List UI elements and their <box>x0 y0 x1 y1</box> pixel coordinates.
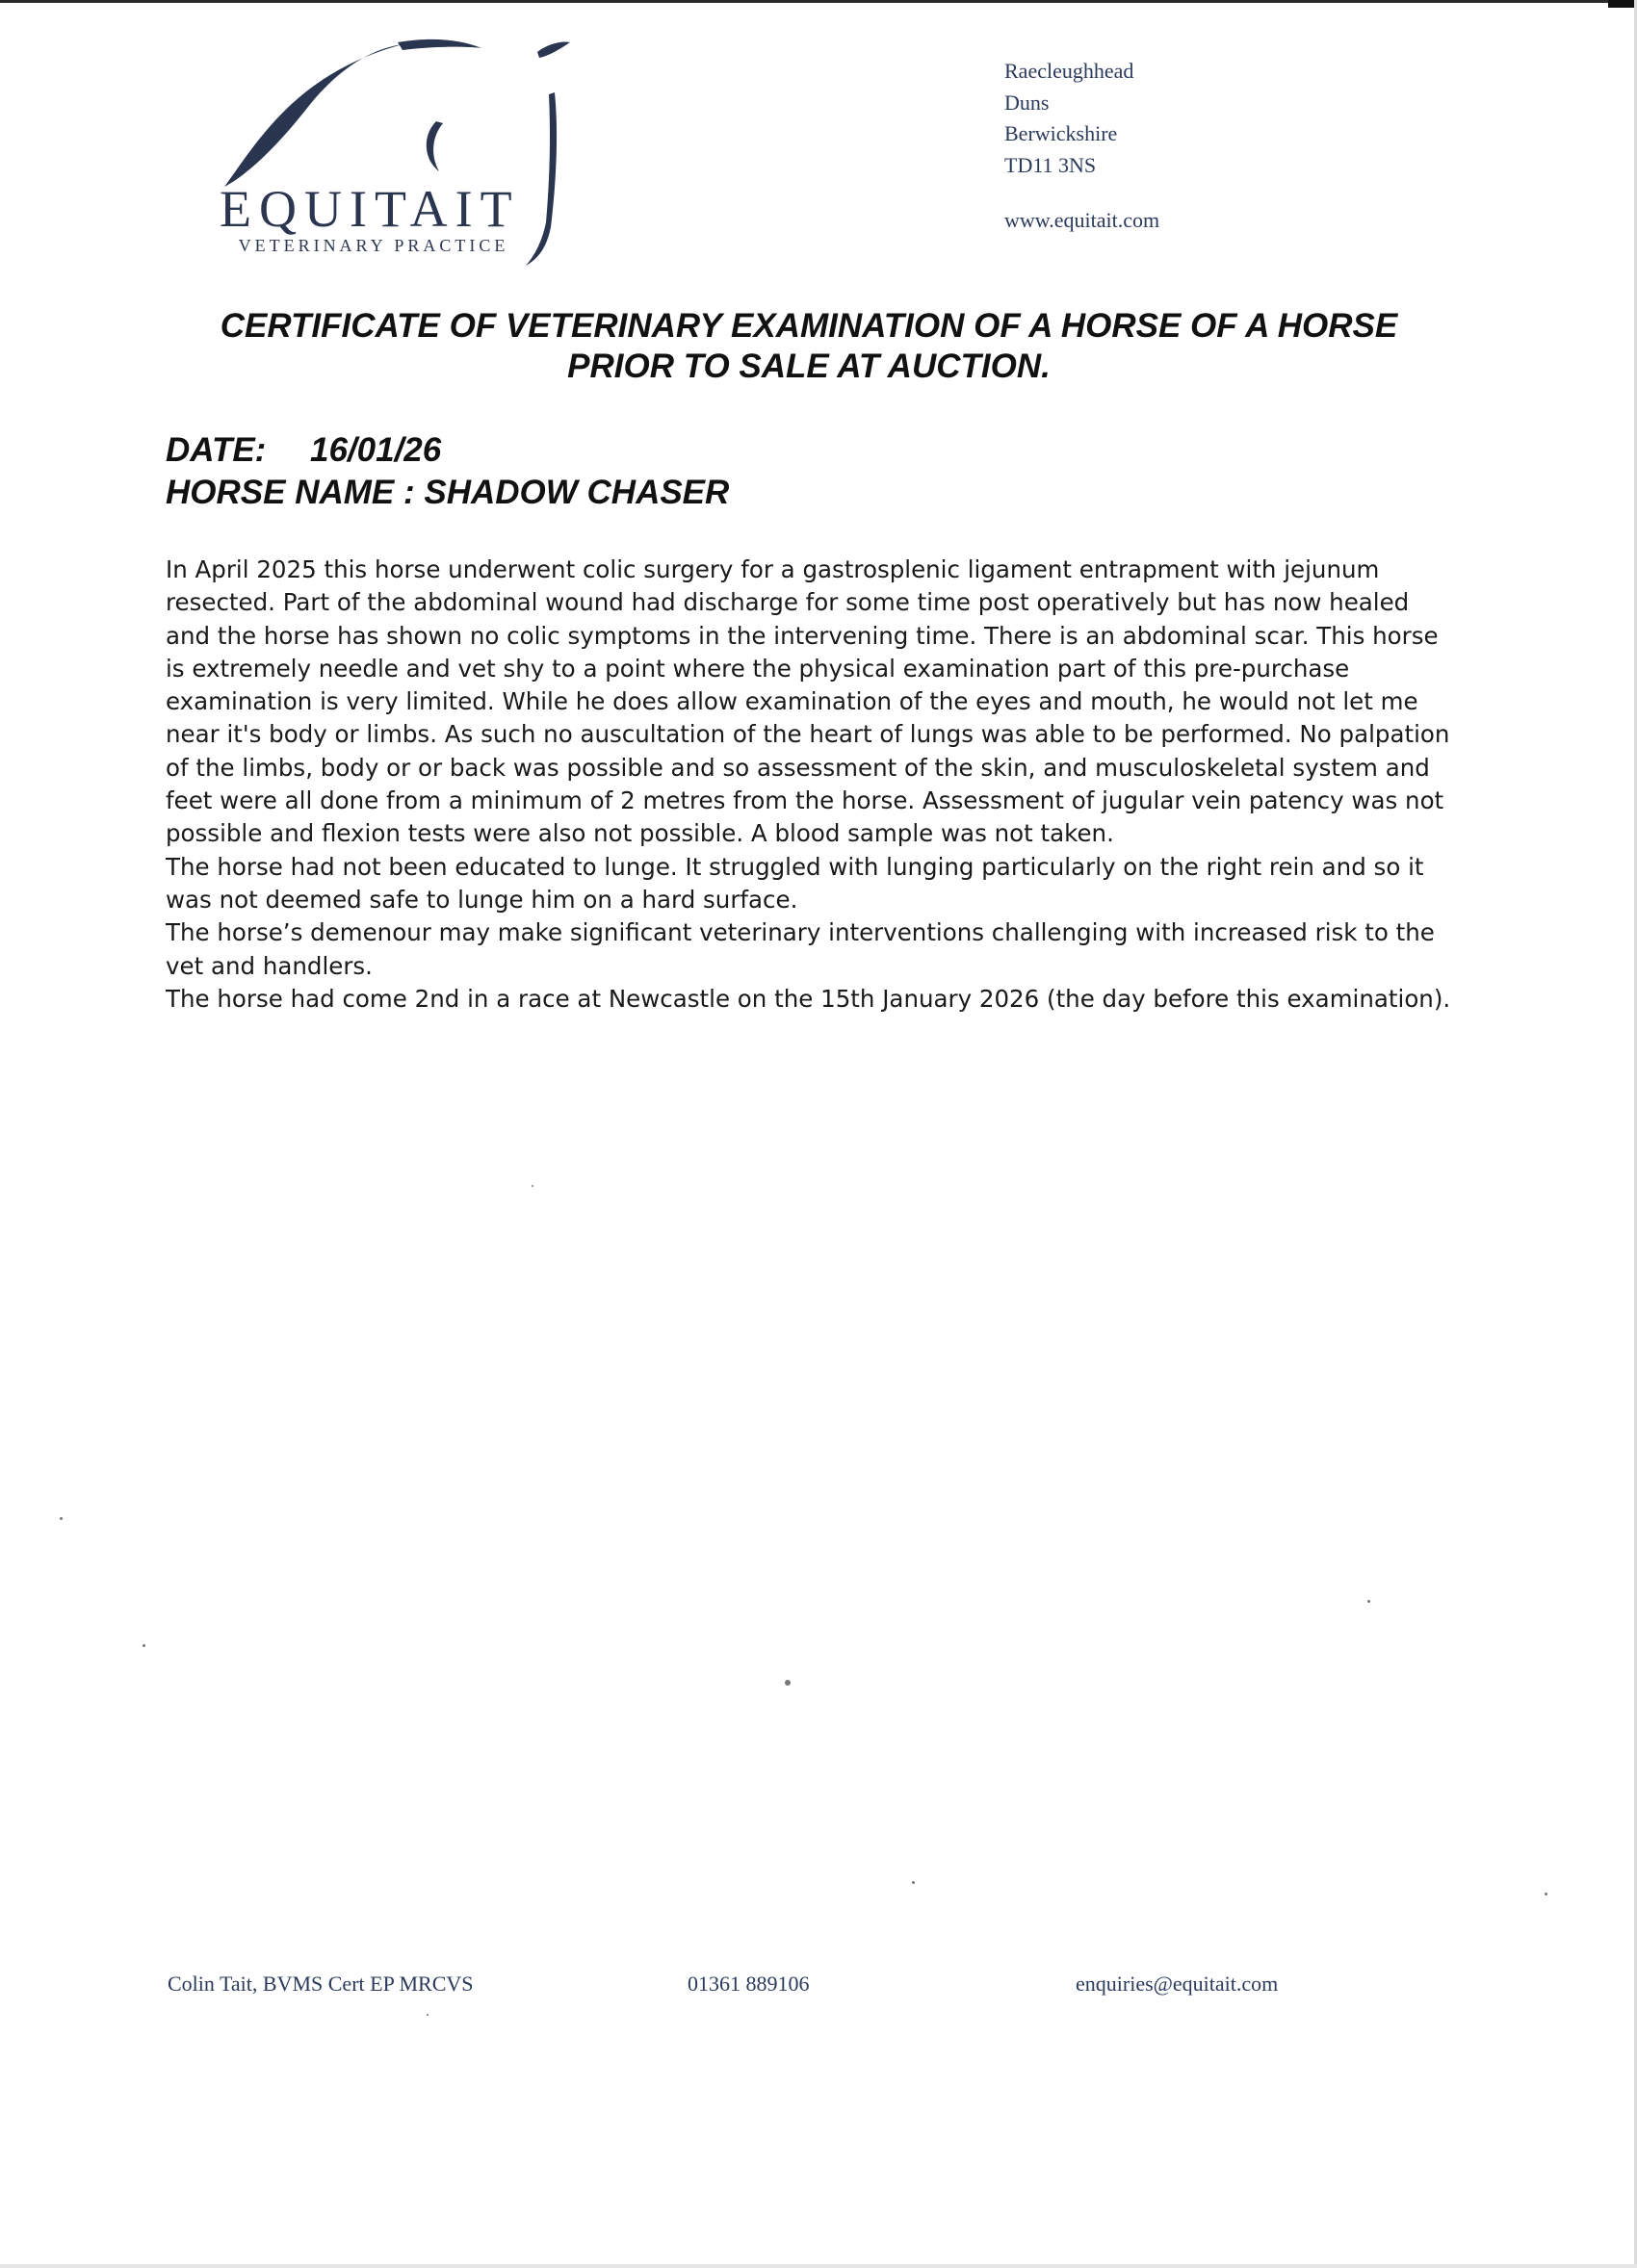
address-line: Berwickshire <box>1004 121 1118 145</box>
scan-speck <box>1367 1600 1370 1603</box>
address-line: TD11 3NS <box>1004 152 1097 177</box>
findings-paragraph: The horse had not been educated to lunge. It struggled with lunging particularly on the right rein and so it was not deemed safe to lunge him on a hard surface. <box>166 852 1424 914</box>
date-value: 16/01/26 <box>310 431 442 469</box>
horse-name-value: SHADOW CHASER <box>424 474 730 511</box>
findings-paragraph: The horse had come 2nd in a race at Newcastle on the 15th January 2026 (the day before this examination). <box>166 984 1451 1013</box>
scan-speck <box>1545 1893 1547 1895</box>
practice-address <box>1004 56 1159 237</box>
vet-name: Colin Tait, BVMS Cert EP MRCVS <box>168 1972 474 1996</box>
scan-edge-top <box>0 0 1637 3</box>
practice-email[interactable]: enquiries@equitait.com <box>1076 1972 1279 1996</box>
horse-name-row <box>166 472 729 514</box>
date-label: DATE: <box>166 431 267 469</box>
scan-speck <box>532 1185 533 1187</box>
certificate-title <box>116 306 1502 387</box>
findings-paragraph: The horse’s demenour may make significant veterinary interventions challenging with increased risk to the vet and handlers. <box>166 918 1435 980</box>
scan-speck <box>912 1881 915 1884</box>
date-row <box>166 429 729 472</box>
practice-name: EQUITAIT <box>220 180 520 238</box>
scan-speck <box>60 1517 63 1520</box>
practice-logo <box>220 35 585 266</box>
address-line: Raecleughhead <box>1004 59 1134 83</box>
practice-phone[interactable]: 01361 889106 <box>688 1972 810 1996</box>
horse-name-label: HORSE NAME : <box>166 474 415 511</box>
findings-paragraph: In April 2025 this horse underwent colic surgery for a gastrosplenic ligament entrapment with jejunum resected. Part of the abdominal wound had discharge for some time post operatively but has now healed and the horse has shown no colic symptoms in the intervening time. There is an abdominal scar. This horse is extremely needle and vet shy to a point where the physical examination part of this pre-purchase examination is very limited. While he does allow examination of the eyes and mouth, he would not let me near it's body or limbs. As such no auscultation of the heart of lungs was able to be performed. No palpation of the limbs, body or or back was possible and so assessment of the skin, and musculoskeletal system and feet were all done from a minimum of 2 metres from the horse. Assessment of jugular vein patency was not possible and flexion tests were also not possible. A blood sample was not taken. <box>166 555 1450 848</box>
scan-edge-bottom <box>0 2264 1637 2268</box>
website-link[interactable]: www.equitait.com <box>1004 208 1160 232</box>
address-line: Duns <box>1004 90 1050 115</box>
examination-details <box>166 429 729 514</box>
title-line-1: CERTIFICATE OF VETERINARY EXAMINATION OF A HORSE OF A HORSE <box>220 307 1398 345</box>
scan-speck <box>427 2014 429 2016</box>
scan-edge-corner <box>1608 0 1637 8</box>
scan-speck <box>785 1680 791 1686</box>
practice-subtitle: VETERINARY PRACTICE <box>238 236 509 255</box>
scan-speck <box>143 1644 145 1647</box>
title-line-2: PRIOR TO SALE AT AUCTION. <box>567 348 1051 385</box>
examination-findings <box>166 554 1461 1016</box>
